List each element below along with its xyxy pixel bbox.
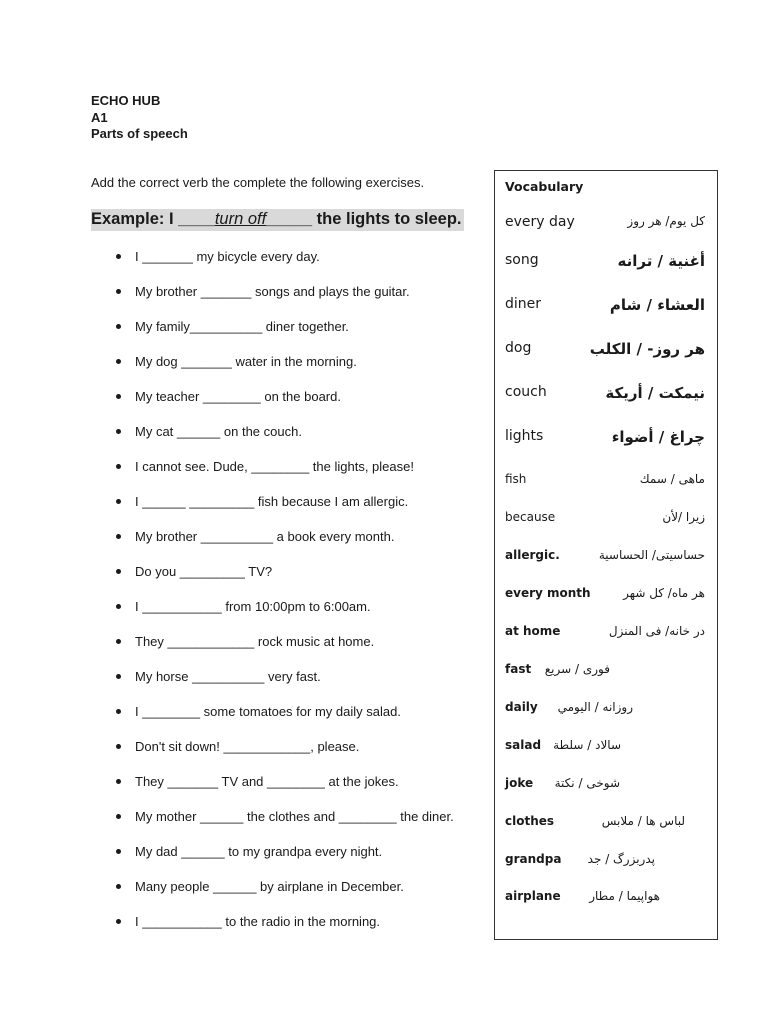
vocabulary-box: [494, 170, 718, 940]
exercise-item: My brother __________ a book every month.: [116, 528, 454, 563]
vocab-english: every day: [505, 214, 575, 230]
vocab-translation: هر روز- / الكلب: [589, 340, 705, 358]
vocab-english: fish: [505, 472, 527, 486]
vocab-translation: هر ماه/ كل شهر: [623, 586, 705, 600]
exercise-item: Don't sit down! ____________, please.: [116, 738, 454, 773]
vocab-translation: سالاد / سلطة: [553, 738, 621, 752]
exercise-item: I ___________ from 10:00pm to 6:00am.: [116, 598, 454, 633]
instruction-text: Add the correct verb the complete the following exercises.: [91, 175, 425, 190]
vocab-english: dog: [505, 340, 532, 356]
exercise-item: My brother _______ songs and plays the guitar.: [116, 283, 454, 318]
vocab-translation: ماهی / سمك: [639, 472, 705, 486]
worksheet-header: [91, 93, 188, 143]
exercise-item: I ___________ to the radio in the morning.: [116, 913, 454, 948]
vocab-english: airplane: [505, 889, 561, 903]
vocab-english: salad: [505, 738, 542, 752]
exercise-item: My family__________ diner together.: [116, 318, 454, 353]
vocab-translation: فورى / سريع: [544, 662, 610, 676]
vocab-english: joke: [505, 776, 534, 790]
exercise-item: My mother ______ the clothes and ________ the diner.: [116, 808, 454, 843]
example-answer: turn off: [214, 210, 267, 228]
vocab-translation: لباس ها / ملابس: [601, 814, 685, 828]
exercise-item: My cat ______ on the couch.: [116, 423, 454, 458]
exercise-item: My dad ______ to my grandpa every night.: [116, 843, 454, 878]
exercise-item: Many people ______ by airplane in December.: [116, 878, 454, 913]
exercise-item: They ____________ rock music at home.: [116, 633, 454, 668]
exercise-list: [116, 248, 454, 948]
vocab-english: lights: [505, 428, 544, 444]
vocab-english: at home: [505, 624, 561, 638]
vocab-translation: چراغ / أضواء: [611, 428, 705, 446]
exercise-item: My teacher ________ on the board.: [116, 388, 454, 423]
vocab-english: every month: [505, 586, 591, 600]
vocab-translation: أغنية / ترانه: [617, 252, 705, 270]
vocabulary-title: Vocabulary: [505, 179, 584, 194]
vocab-english: grandpa: [505, 852, 562, 866]
vocab-translation: روزانه / اليومي: [557, 700, 633, 714]
example-prefix: Example: I ____: [91, 210, 215, 228]
exercise-item: I cannot see. Dude, ________ the lights, please!: [116, 458, 454, 493]
exercise-item: I ______ _________ fish because I am allergic.: [116, 493, 454, 528]
vocab-english: allergic.: [505, 548, 560, 562]
exercise-item: My dog _______ water in the morning.: [116, 353, 454, 388]
exercise-item: I ________ some tomatoes for my daily salad.: [116, 703, 454, 738]
vocab-english: because: [505, 510, 556, 524]
vocab-translation: نيمكت / أريكة: [605, 384, 705, 402]
vocab-translation: كل يوم/ هر روز: [627, 214, 705, 228]
exercise-item: Do you _________ TV?: [116, 563, 454, 598]
vocab-english: daily: [505, 700, 538, 714]
vocab-translation: العشاء / شام: [609, 296, 705, 314]
vocab-english: couch: [505, 384, 547, 400]
vocab-translation: حساسيتى/ الحساسية: [598, 548, 705, 562]
example-sentence: [91, 209, 464, 231]
exercise-item: I _______ my bicycle every day.: [116, 248, 454, 283]
vocab-translation: زيرا /لأن: [662, 510, 705, 524]
vocab-translation: در خانه/ فى المنزل: [608, 624, 705, 638]
vocab-english: song: [505, 252, 539, 268]
vocab-translation: پدربزرگ / جد: [587, 852, 655, 866]
vocab-english: fast: [505, 662, 532, 676]
exercise-item: They _______ TV and ________ at the jokes.: [116, 773, 454, 808]
vocab-english: diner: [505, 296, 542, 312]
exercise-item: My horse __________ very fast.: [116, 668, 454, 703]
example-suffix: _____ the lights to sleep.: [266, 210, 462, 228]
vocab-translation: شوخی / نكتة: [554, 776, 620, 790]
vocab-translation: هواپيما / مطار: [589, 889, 660, 903]
topic-title: Parts of speech: [91, 126, 188, 141]
course-name: ECHO HUB: [91, 93, 161, 108]
level-label: A1: [91, 109, 108, 125]
vocab-english: clothes: [505, 814, 555, 828]
